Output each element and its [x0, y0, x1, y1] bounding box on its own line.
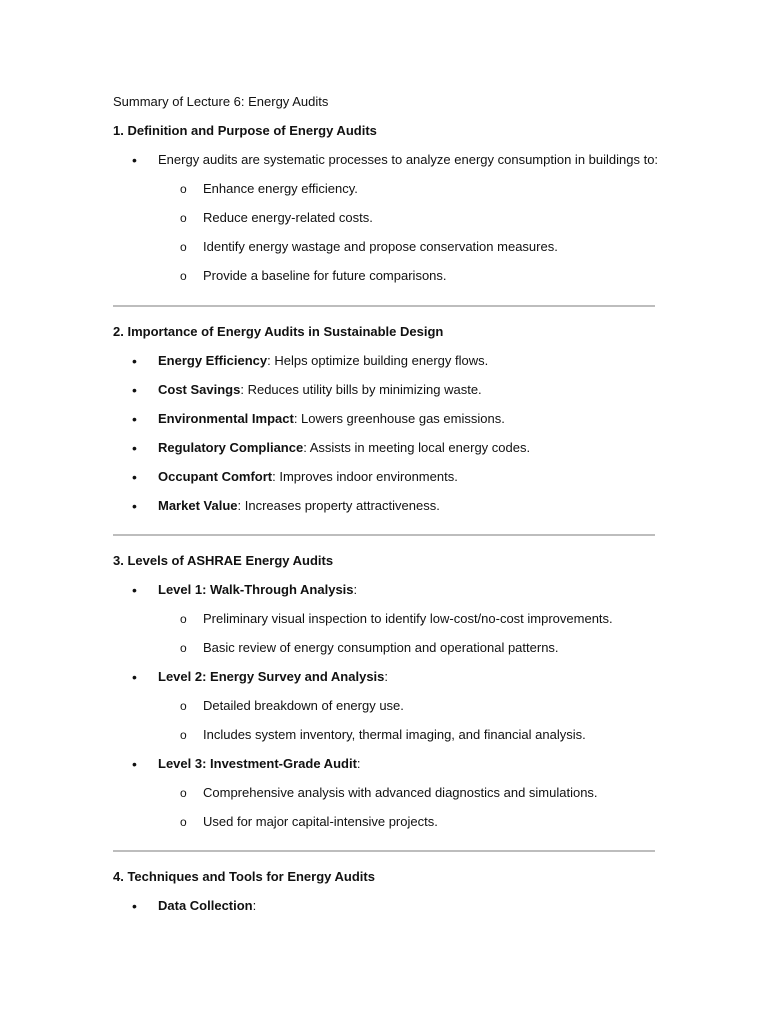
document-page: [113, 92, 659, 925]
list-item: [113, 380, 655, 409]
bullet-marker: •: [132, 152, 137, 168]
sub-list-item: [113, 696, 655, 725]
sub-list-item: [113, 783, 655, 812]
sub-list-item: [113, 609, 655, 638]
sub-list-item-text: Reduce energy-related costs.: [203, 210, 373, 225]
sub-list-item-text: Used for major capital-intensive projects.: [203, 814, 438, 829]
bullet-marker: •: [132, 669, 137, 685]
bullet-marker: •: [132, 382, 137, 398]
sub-list-item-text: Preliminary visual inspection to identify low-cost/no-cost improvements.: [203, 611, 613, 626]
list-item-desc: :: [252, 898, 257, 913]
sub-list-item: [113, 208, 655, 237]
list-item-term: Level 1: Walk-Through Analysis: [158, 582, 354, 597]
list-item-desc: :: [353, 582, 358, 597]
sub-list-item: [113, 237, 655, 266]
sub-list-item-text: Includes system inventory, thermal imaging, and financial analysis.: [203, 727, 586, 742]
list-item: [113, 351, 655, 380]
sub-list-item-text: Provide a baseline for future comparisons.: [203, 268, 447, 283]
sub-list-item-text: Enhance energy efficiency.: [203, 181, 358, 196]
list-item-term: Occupant Comfort: [158, 469, 273, 484]
bullet-marker: •: [132, 898, 137, 914]
list-item: [113, 580, 655, 609]
list-item: [113, 896, 655, 925]
section-heading: 2. Importance of Energy Audits in Sustainable Design: [113, 324, 444, 339]
list-item-desc: : Reduces utility bills by minimizing waste.: [240, 382, 482, 397]
list-item-desc: : Lowers greenhouse gas emissions.: [293, 411, 505, 426]
list-item-desc: : Helps optimize building energy flows.: [267, 353, 489, 368]
bullet-marker: •: [132, 756, 137, 772]
sub-list-item: [113, 266, 655, 290]
list-item: [113, 438, 655, 467]
list-item-desc: :: [356, 756, 361, 771]
list-item-desc: : Increases property attractiveness.: [237, 498, 440, 513]
list-item: [113, 467, 655, 496]
section-heading: 3. Levels of ASHRAE Energy Audits: [113, 553, 334, 568]
bullet-marker: •: [132, 469, 137, 485]
list-item-term: Environmental Impact: [158, 411, 294, 426]
sub-bullet-marker: o: [180, 612, 187, 626]
sub-list-item: [113, 179, 655, 208]
bullet-marker: •: [132, 411, 137, 427]
bullet-marker: •: [132, 440, 137, 456]
sub-list-item: [113, 638, 655, 667]
sub-list-item-text: Identify energy wastage and propose conservation measures.: [203, 239, 558, 254]
section-heading: 4. Techniques and Tools for Energy Audits: [113, 869, 375, 884]
bullet-marker: •: [132, 353, 137, 369]
sub-list-item: [113, 812, 655, 836]
sub-bullet-marker: o: [180, 641, 187, 655]
list-item-desc: : Improves indoor environments.: [272, 469, 458, 484]
sub-list-item: [113, 725, 655, 754]
list-item: [113, 150, 659, 179]
sub-bullet-marker: o: [180, 211, 187, 225]
list-item: [113, 409, 655, 438]
sub-list-item-text: Detailed breakdown of energy use.: [203, 698, 404, 713]
document-title: Summary of Lecture 6: Energy Audits: [113, 94, 329, 109]
list-item-term: Level 3: Investment-Grade Audit: [158, 756, 357, 771]
list-item-term: Market Value: [158, 498, 238, 513]
sub-bullet-marker: o: [180, 815, 187, 829]
list-item-term: Cost Savings: [158, 382, 241, 397]
bullet-marker: •: [132, 498, 137, 514]
list-item-term: Energy Efficiency: [158, 353, 268, 368]
list-item-desc: :: [384, 669, 389, 684]
list-item-term: Data Collection: [158, 898, 253, 913]
list-item: [113, 754, 655, 783]
sub-bullet-marker: o: [180, 728, 187, 742]
sub-list-item-text: Comprehensive analysis with advanced diagnostics and simulations.: [203, 785, 598, 800]
sub-bullet-marker: o: [180, 182, 187, 196]
bullet-marker: •: [132, 582, 137, 598]
list-item: [113, 496, 655, 520]
sub-bullet-marker: o: [180, 240, 187, 254]
list-item-term: Regulatory Compliance: [158, 440, 304, 455]
sub-list-item-text: Basic review of energy consumption and operational patterns.: [203, 640, 559, 655]
list-item-desc: : Assists in meeting local energy codes.: [303, 440, 531, 455]
sub-bullet-marker: o: [180, 269, 187, 283]
section-heading: 1. Definition and Purpose of Energy Audits: [113, 123, 377, 138]
sub-bullet-marker: o: [180, 786, 187, 800]
list-item-term: Level 2: Energy Survey and Analysis: [158, 669, 385, 684]
list-item-text: Energy audits are systematic processes to analyze energy consumption in buildings to:: [158, 152, 659, 167]
sub-bullet-marker: o: [180, 699, 187, 713]
list-item: [113, 667, 655, 696]
